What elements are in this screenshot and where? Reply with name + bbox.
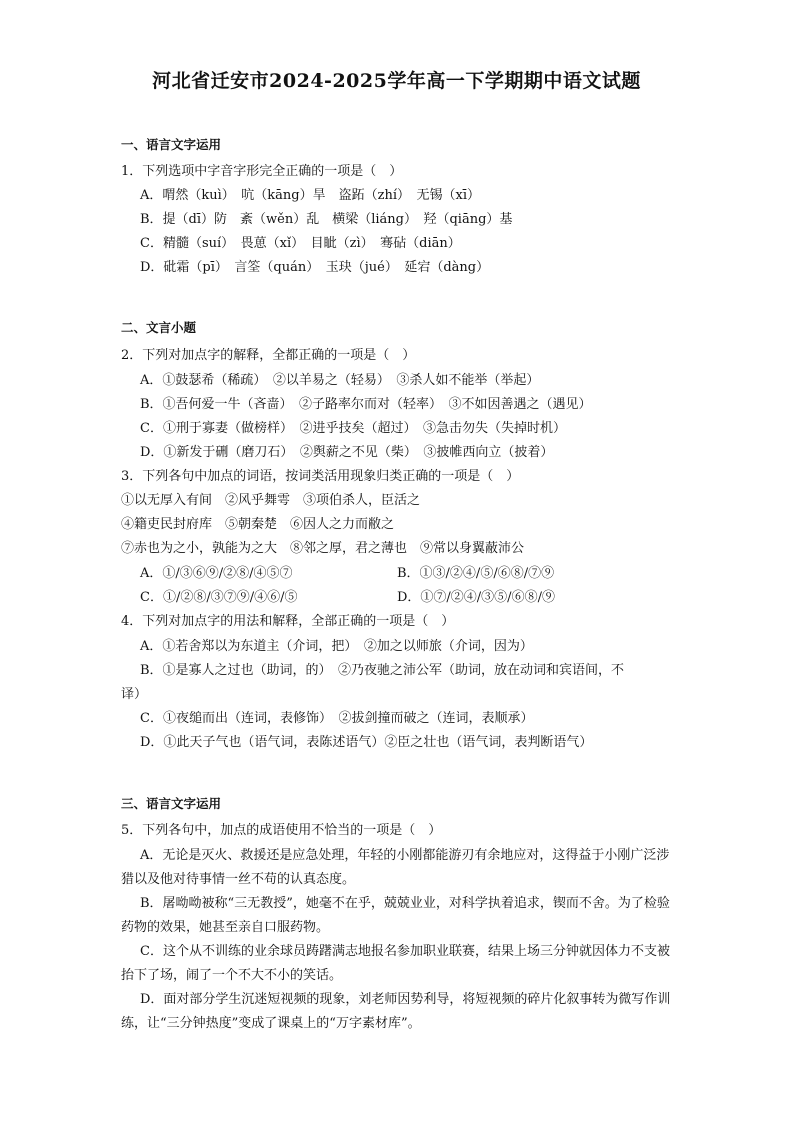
question-2-option-d: D．①新发于硎（磨刀石） ②舆薪之不见（柴） ③披帷西向立（披着）	[140, 445, 554, 460]
section-heading-2: 二、文言小题	[121, 320, 197, 335]
question-3-stem: 3．下列各句中加点的词语，按词类活用现象归类正确的一项是（ ）	[121, 469, 520, 484]
question-1-option-b: B．提（dī）防 紊（wěn）乱 横梁（liáng） 羟（qiāng）基	[140, 212, 513, 227]
question-3-option-a: A．①/③⑥⑨/②⑧/④⑤⑦	[140, 566, 293, 581]
question-5-option-b: B．屠呦呦被称“三无教授”，她毫不在乎，兢兢业业，对科学执着追求，锲而不舍。为了检验药物的效果，她甚至亲自口服药物。	[121, 896, 670, 935]
question-2-option-c: C．①刑于寡妻（做榜样） ②进乎技矣（超过） ③急击勿失（失掉时机）	[140, 421, 566, 436]
question-5-option-c: C．这个从不训练的业余球员踌躇满志地报名参加职业联赛，结果上场三分钟就因体力不支被抬下了场，闹了一个不大不小的笑话。	[121, 944, 670, 983]
question-4-stem: 4．下列对加点字的用法和解释，全部正确的一项是（ ）	[121, 614, 455, 629]
section-heading-1: 一、语言文字运用	[121, 137, 222, 152]
question-5-option-a: A．无论是灭火、救援还是应急处理，年轻的小刚都能游刃有余地应对，这得益于小刚广泛涉猎以及他对待事情一丝不苟的认真态度。	[121, 848, 670, 887]
question-3-option-d: D．①⑦/②④/③⑤/⑥⑧/⑨	[397, 590, 555, 605]
question-3-sentences-1: ①以无厚入有间 ②风乎舞雩 ③项伯杀人，臣活之	[121, 493, 421, 508]
question-3-sentences-2: ④籍吏民封府库 ⑤朝秦楚 ⑥因人之力而敝之	[121, 517, 395, 532]
question-2-option-a: A．①鼓瑟希（稀疏） ②以羊易之（轻易） ③杀人如不能举（举起）	[140, 373, 540, 388]
question-1-option-c: C．精髓（suí） 畏葸（xǐ） 目眦（zì） 骞砧（diān）	[140, 236, 461, 251]
section-heading-3: 三、语言文字运用	[121, 796, 222, 811]
question-1-stem: 1．下列选项中字音字形完全正确的一项是（ ）	[121, 164, 403, 179]
question-3-option-c: C．①/②⑧/③⑦⑨/④⑥/⑤	[140, 590, 298, 605]
question-1-option-d: D．砒霜（pī） 言筌（quán） 玉玦（jué） 延宕（dàng）	[140, 260, 490, 275]
question-4-option-d: D．①此天子气也（语气词，表陈述语气）②臣之壮也（语气词，表判断语气）	[140, 735, 593, 750]
question-4-option-b-continued: 译）	[121, 687, 148, 702]
question-4-option-c: C．①夜缒而出（连词，表修饰） ②拔剑撞而破之（连词，表顺承）	[140, 711, 534, 726]
question-2-stem: 2．下列对加点字的解释，全都正确的一项是（ ）	[121, 348, 416, 363]
question-1-option-a: A．喟然（kuì） 吭（kāng）旱 盗跖（zhí） 无锡（xī）	[140, 188, 480, 203]
question-3-sentences-3: ⑦赤也为之小，孰能为之大 ⑧邻之厚，君之薄也 ⑨常以身翼蔽沛公	[121, 541, 525, 556]
question-4-option-a: A．①若舍郑以为东道主（介词，把） ②加之以师旅（介词，因为）	[140, 639, 533, 654]
question-5-option-d: D．面对部分学生沉迷短视频的现象，刘老师因势利导，将短视频的碎片化叙事转为微写作训练，让“三分钟热度”变成了课桌上的“万字素材库”。	[121, 992, 671, 1031]
question-2-option-b: B．①吾何爱一牛（吝啬） ②子路率尔而对（轻率） ③不如因善遇之（遇见）	[140, 397, 592, 412]
page-title: 河北省迁安市2024-2025学年高一下学期期中语文试题	[152, 70, 641, 92]
question-4-option-b: B．①是寡人之过也（助词，的） ②乃夜驰之沛公军（助词，放在动词和宾语间，不	[140, 663, 625, 678]
question-3-option-b: B．①③/②④/⑤/⑥⑧/⑦⑨	[397, 566, 555, 581]
question-5-stem: 5．下列各句中，加点的成语使用不恰当的一项是（ ）	[121, 823, 442, 838]
